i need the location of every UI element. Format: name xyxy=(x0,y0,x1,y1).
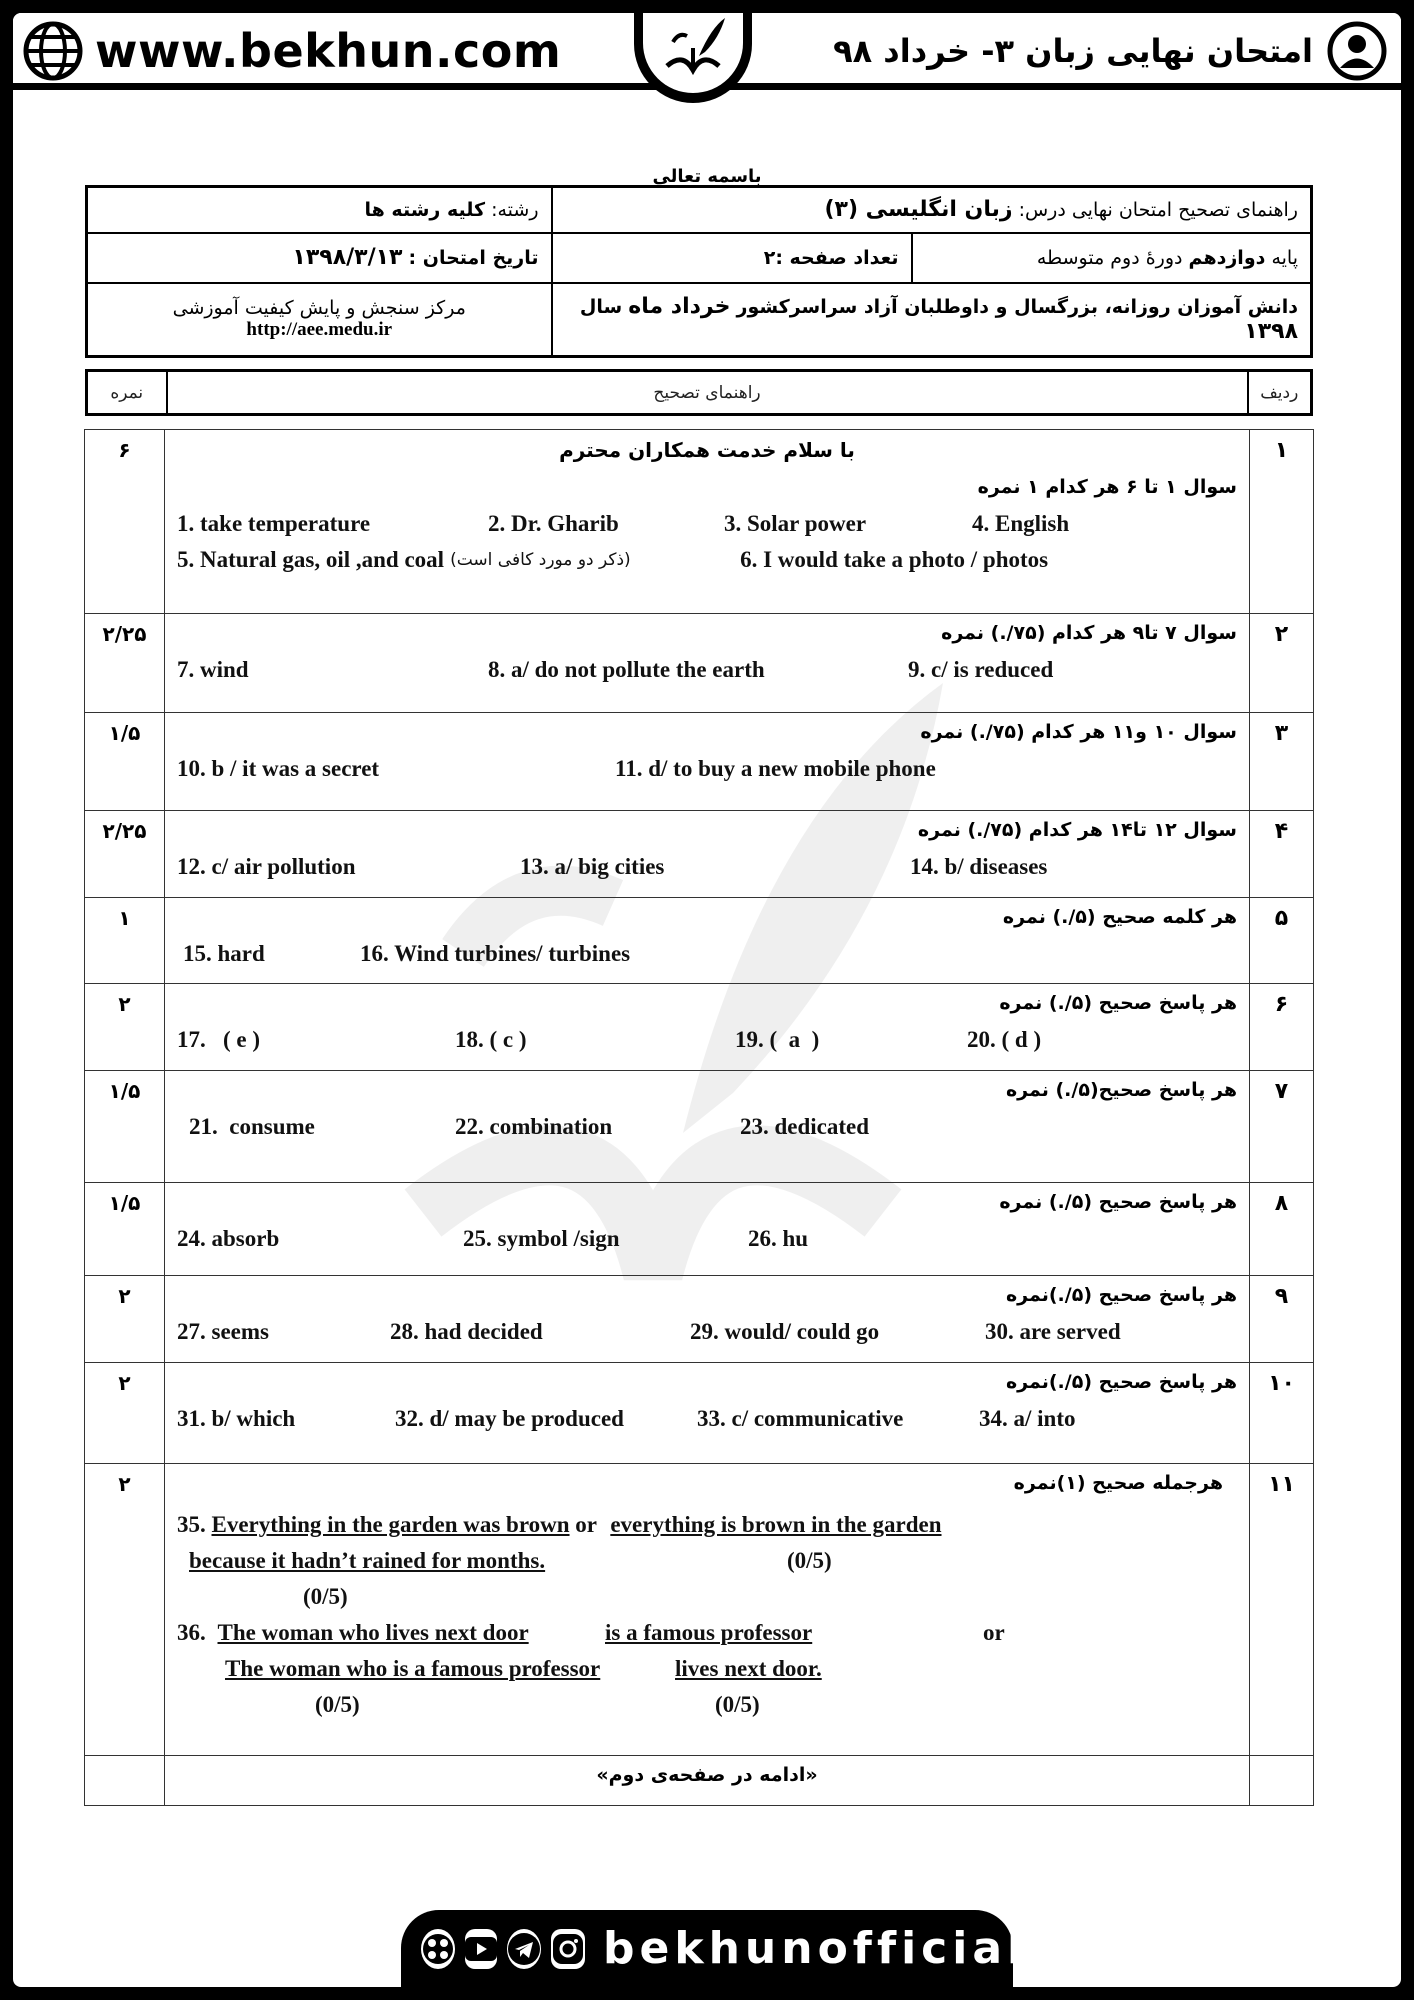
row-body xyxy=(165,1071,1250,1183)
mark: (0/5) xyxy=(787,1548,832,1573)
table-row xyxy=(85,1276,1314,1363)
sentence-36-alt-part: lives next door. xyxy=(675,1656,822,1681)
row-score: ۶ xyxy=(85,430,165,614)
students-cell: دانش آموزان روزانه، بزرگسال و داوطلبان آزاد سراسرکشور خرداد ماه سال ۱۳۹۸ xyxy=(552,283,1312,357)
answers-line xyxy=(175,652,1239,688)
answers-line xyxy=(175,849,1239,885)
aparat-icon[interactable] xyxy=(421,1929,455,1969)
answer: 22. combination xyxy=(455,1114,613,1139)
question-note: سوال ۱۲ تا۱۴ هر کدام (۷۵/.) نمره xyxy=(917,819,1237,841)
answer: 5. Natural gas, oil ,and coal xyxy=(177,547,445,572)
telegram-icon[interactable] xyxy=(507,1929,541,1969)
table-row xyxy=(85,1071,1314,1183)
answers-line xyxy=(175,1109,1239,1145)
answer: 34. a/ into xyxy=(979,1406,1076,1431)
answer: 25. symbol /sign xyxy=(463,1226,620,1251)
answers-line xyxy=(175,1401,1239,1437)
row-score: ۲ xyxy=(85,1276,165,1363)
answer: 24. absorb xyxy=(177,1226,280,1251)
table-row xyxy=(85,713,1314,811)
sentence-35-cont: because it hadn’t rained for months. xyxy=(189,1548,546,1573)
row-score: ۲/۲۵ xyxy=(85,811,165,898)
sentence-36: 36. The woman who lives next door xyxy=(177,1620,529,1645)
table-row xyxy=(85,1464,1314,1756)
col-guide: راهنمای تصحیح xyxy=(167,371,1248,415)
greeting: با سلام خدمت همکاران محترم xyxy=(559,438,855,462)
table-row xyxy=(85,898,1314,984)
row-body xyxy=(165,614,1250,713)
row-number: ۹ xyxy=(1250,1276,1314,1363)
answer: 14. b/ diseases xyxy=(910,854,1048,879)
row-score: ۱ xyxy=(85,898,165,984)
answer: 15. hard xyxy=(183,941,265,966)
mark: (0/5) xyxy=(715,1692,760,1717)
question-note: سوال ۱۰ و۱۱ هر کدام (۷۵/.) نمره xyxy=(920,721,1237,743)
row-body xyxy=(165,713,1250,811)
answers-line xyxy=(175,1221,1239,1257)
row-score: ۲ xyxy=(85,1363,165,1464)
row-number: ۸ xyxy=(1250,1183,1314,1276)
answer: 1. take temperature xyxy=(177,511,371,536)
answer: 30. are served xyxy=(985,1319,1121,1344)
mark: (0/5) xyxy=(303,1584,348,1609)
answer: 23. dedicated xyxy=(740,1114,870,1139)
sentence-answers xyxy=(175,1512,1239,1742)
row-number: ۳ xyxy=(1250,713,1314,811)
exam-info-table xyxy=(85,185,1313,358)
row-score: ۲/۲۵ xyxy=(85,614,165,713)
row-number: ۵ xyxy=(1250,898,1314,984)
columns-header xyxy=(85,369,1313,416)
answer: 10. b / it was a secret xyxy=(177,756,380,781)
course-cell: راهنمای تصحیح امتحان نهایی درس: زبان انگلیسی (۳) xyxy=(552,187,1312,233)
question-note: هر کلمه صحیح (۵/.) نمره xyxy=(1002,906,1237,928)
answer: 20. ( d ) xyxy=(967,1027,1042,1052)
answers-table xyxy=(84,429,1314,1806)
answer: 18. ( c ) xyxy=(455,1027,527,1052)
row-number: ۲ xyxy=(1250,614,1314,713)
site-url[interactable]: www.bekhun.com xyxy=(95,24,562,78)
answers-line xyxy=(175,751,1239,787)
row-body xyxy=(165,430,1250,614)
answers-line xyxy=(175,506,1239,542)
answer: 32. d/ may be produced xyxy=(395,1406,624,1431)
date-cell: تاریخ امتحان : ۱۳۹۸/۳/۱۳ xyxy=(87,233,552,283)
row-number: ۱۰ xyxy=(1250,1363,1314,1464)
answer: 7. wind xyxy=(177,657,249,682)
row-score: ۲ xyxy=(85,984,165,1071)
center-name: مرکز سنجش و پایش کیفیت آموزشی xyxy=(172,297,466,320)
row-number: ۱۱ xyxy=(1250,1464,1314,1756)
row-score: ۱/۵ xyxy=(85,1183,165,1276)
answer: 31. b/ which xyxy=(177,1406,296,1431)
answers-line xyxy=(175,1022,1239,1058)
answer: 12. c/ air pollution xyxy=(177,854,356,879)
row-score: ۱/۵ xyxy=(85,1071,165,1183)
answer: 3. Solar power xyxy=(724,511,867,536)
or-label: or xyxy=(983,1620,1005,1645)
pages-cell: تعداد صفحه :۲ xyxy=(552,233,912,283)
instagram-icon[interactable] xyxy=(551,1929,585,1969)
row-score: ۲ xyxy=(85,1464,165,1756)
answer: 29. would/ could go xyxy=(690,1319,880,1344)
table-row xyxy=(85,1183,1314,1276)
answer: 16. Wind turbines/ turbines xyxy=(360,941,631,966)
sentence-36-alt: The woman who is a famous professor xyxy=(225,1656,601,1681)
question-note: سوال ۷ تا۹ هر کدام (۷۵/.) نمره xyxy=(941,622,1237,644)
answer: 2. Dr. Gharib xyxy=(488,511,619,536)
table-row xyxy=(85,614,1314,713)
row-number: ۷ xyxy=(1250,1071,1314,1183)
answer: 33. c/ communicative xyxy=(697,1406,904,1431)
title-text: امتحان نهایی زبان ۳- خرداد ۹۸ xyxy=(833,32,1313,70)
answer: 4. English xyxy=(972,511,1070,536)
answer: 17. ( e ) xyxy=(177,1027,261,1052)
answer: 8. a/ do not pollute the earth xyxy=(488,657,765,682)
answer: 27. seems xyxy=(177,1319,269,1344)
bismillah: باسمه تعالی xyxy=(652,166,762,187)
answer-note: (ذکر دو مورد کافی است) xyxy=(450,550,631,570)
row-number: ۱ xyxy=(1250,430,1314,614)
question-note: هر پاسخ صحیح (۵/.)نمره xyxy=(1005,1371,1237,1393)
row-body xyxy=(165,1276,1250,1363)
grade-cell: پایه دوازدهم دورهٔ دوم متوسطه xyxy=(912,233,1312,283)
row-body xyxy=(165,1183,1250,1276)
sentence-35: 35. Everything in the garden was brown or everything is brown in the garden xyxy=(177,1512,942,1537)
question-note: هر پاسخ صحیح (۵/.)نمره xyxy=(1005,1284,1237,1306)
table-row xyxy=(85,811,1314,898)
question-note: هر پاسخ صحیح (۵/.) نمره xyxy=(999,1191,1237,1213)
question-note: هر پاسخ صحیح (۵/.) نمره xyxy=(999,992,1237,1014)
question-note: سوال ۱ تا ۶ هر کدام ۱ نمره xyxy=(977,476,1237,498)
sentence-36-part: is a famous professor xyxy=(605,1620,813,1645)
question-note: هر پاسخ صحیح(۵/.) نمره xyxy=(1005,1079,1237,1101)
continue-note: «ادامه در صفحه‌ی دوم» xyxy=(165,1756,1250,1806)
center-cell xyxy=(87,283,552,357)
row-body xyxy=(165,1363,1250,1464)
row-number: ۶ xyxy=(1250,984,1314,1071)
answers-line xyxy=(175,1314,1239,1350)
answers-line xyxy=(175,936,1239,972)
mark: (0/5) xyxy=(315,1692,360,1717)
answers-line xyxy=(175,542,1239,578)
row-score: ۱/۵ xyxy=(85,713,165,811)
table-row xyxy=(85,1363,1314,1464)
footer-handle[interactable]: bekhunofficial xyxy=(603,1923,1028,1974)
center-url[interactable]: http://aee.medu.ir xyxy=(246,319,393,341)
answer: 11. d/ to buy a new mobile phone xyxy=(615,756,936,781)
row-body xyxy=(165,898,1250,984)
answer: 6. I would take a photo / photos xyxy=(740,547,1049,572)
table-row xyxy=(85,430,1314,614)
row-body xyxy=(165,811,1250,898)
table-row xyxy=(85,1756,1314,1806)
row-body xyxy=(165,1464,1250,1756)
page-frame xyxy=(13,13,1401,1987)
answer: 13. a/ big cities xyxy=(520,854,665,879)
youtube-icon[interactable] xyxy=(465,1929,497,1969)
row-body xyxy=(165,984,1250,1071)
answer: 19. ( a ) xyxy=(735,1027,820,1052)
answer: 28. had decided xyxy=(390,1319,543,1344)
field-cell: رشته: کلیه رشته ها xyxy=(87,187,552,233)
col-score: نمره xyxy=(87,371,167,415)
question-note: هرجمله صحیح (۱)نمره xyxy=(1013,1472,1223,1494)
answer: 26. hu xyxy=(748,1226,809,1251)
row-number: ۴ xyxy=(1250,811,1314,898)
social-footer xyxy=(401,1910,1028,1987)
col-row: ردیف xyxy=(1248,371,1312,415)
answer: 9. c/ is reduced xyxy=(908,657,1054,682)
answer: 21. consume xyxy=(189,1114,315,1139)
table-row xyxy=(85,984,1314,1071)
